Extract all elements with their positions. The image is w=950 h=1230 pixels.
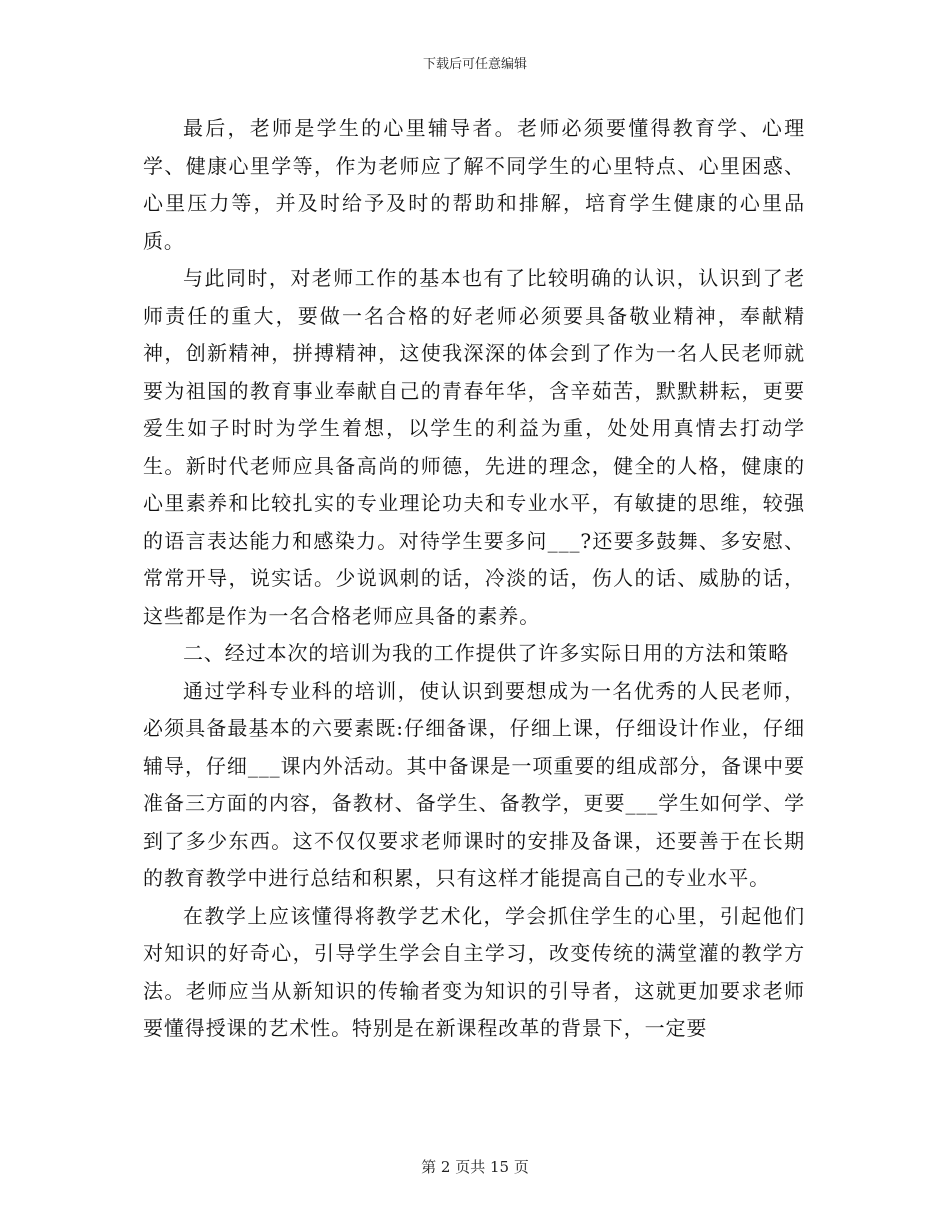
document-body	[143, 110, 805, 1048]
page-header: 下载后可任意编辑	[422, 57, 527, 72]
page-footer-page-number: 第 2 页共 15 页	[421, 1158, 529, 1176]
paragraph-subject-training: 通过学科专业科的培训，使认识到要想成为一名优秀的人民老师，必须具备最基本的六要素既:仔细备课，仔细上课，仔细设计作业，仔细辅导，仔细___课内外活动。其中备课是一项重要的组成部分，备课中要准备三方面的内容，备教材、备学生、备教学，更要___学生如何学、学到了多少东西。这不仅仅要求老师课时的安排及备课，还要善于在长期的教育教学中进行总结和积累，只有这样才能提高自己的专业水平。	[143, 678, 805, 890]
paragraph-teaching-art: 在教学上应该懂得将教学艺术化，学会抓住学生的心里，引起他们对知识的好奇心，引导学生学会自主学习，改变传统的满堂灌的教学方法。老师应当从新知识的传输者变为知识的引导者，这就更加要求老师要懂得授课的艺术性。特别是在新课程改革的背景下，一定要	[143, 903, 805, 1040]
paragraph-teacher-as-counselor: 最后，老师是学生的心里辅导者。老师必须要懂得教育学、心理学、健康心里学等，作为老师应了解不同学生的心里特点、心里困惑、心里压力等，并及时给予及时的帮助和排解，培育学生健康的心里品质。	[143, 116, 805, 253]
paragraph-teacher-responsibility: 与此同时，对老师工作的基本也有了比较明确的认识，认识到了老师责任的重大，要做一名合格的好老师必须要具备敬业精神，奉献精神，创新精神，拼搏精神，这使我深深的体会到了作为一名人民老师就要为祖国的教育事业奉献自己的青春年华，含辛茹苦，默默耕耘，更要爱生如子时时为学生着想，以学生的利益为重，处处用真情去打动学生。新时代老师应具备高尚的师德，先进的理念，健全的人格，健康的心里素养和比较扎实的专业理论功夫和专业水平，有敏捷的思维，较强的语言表达能力和感染力。对待学生要多问___?还要多鼓舞、多安慰、常常开导，说实话。少说讽刺的话，冷淡的话，伤人的话、威胁的话，这些都是作为一名合格老师应具备的素养。	[143, 266, 805, 628]
section-heading-training-methods: 二、经过本次的培训为我的工作提供了许多实际日用的方法和策略	[183, 641, 790, 665]
